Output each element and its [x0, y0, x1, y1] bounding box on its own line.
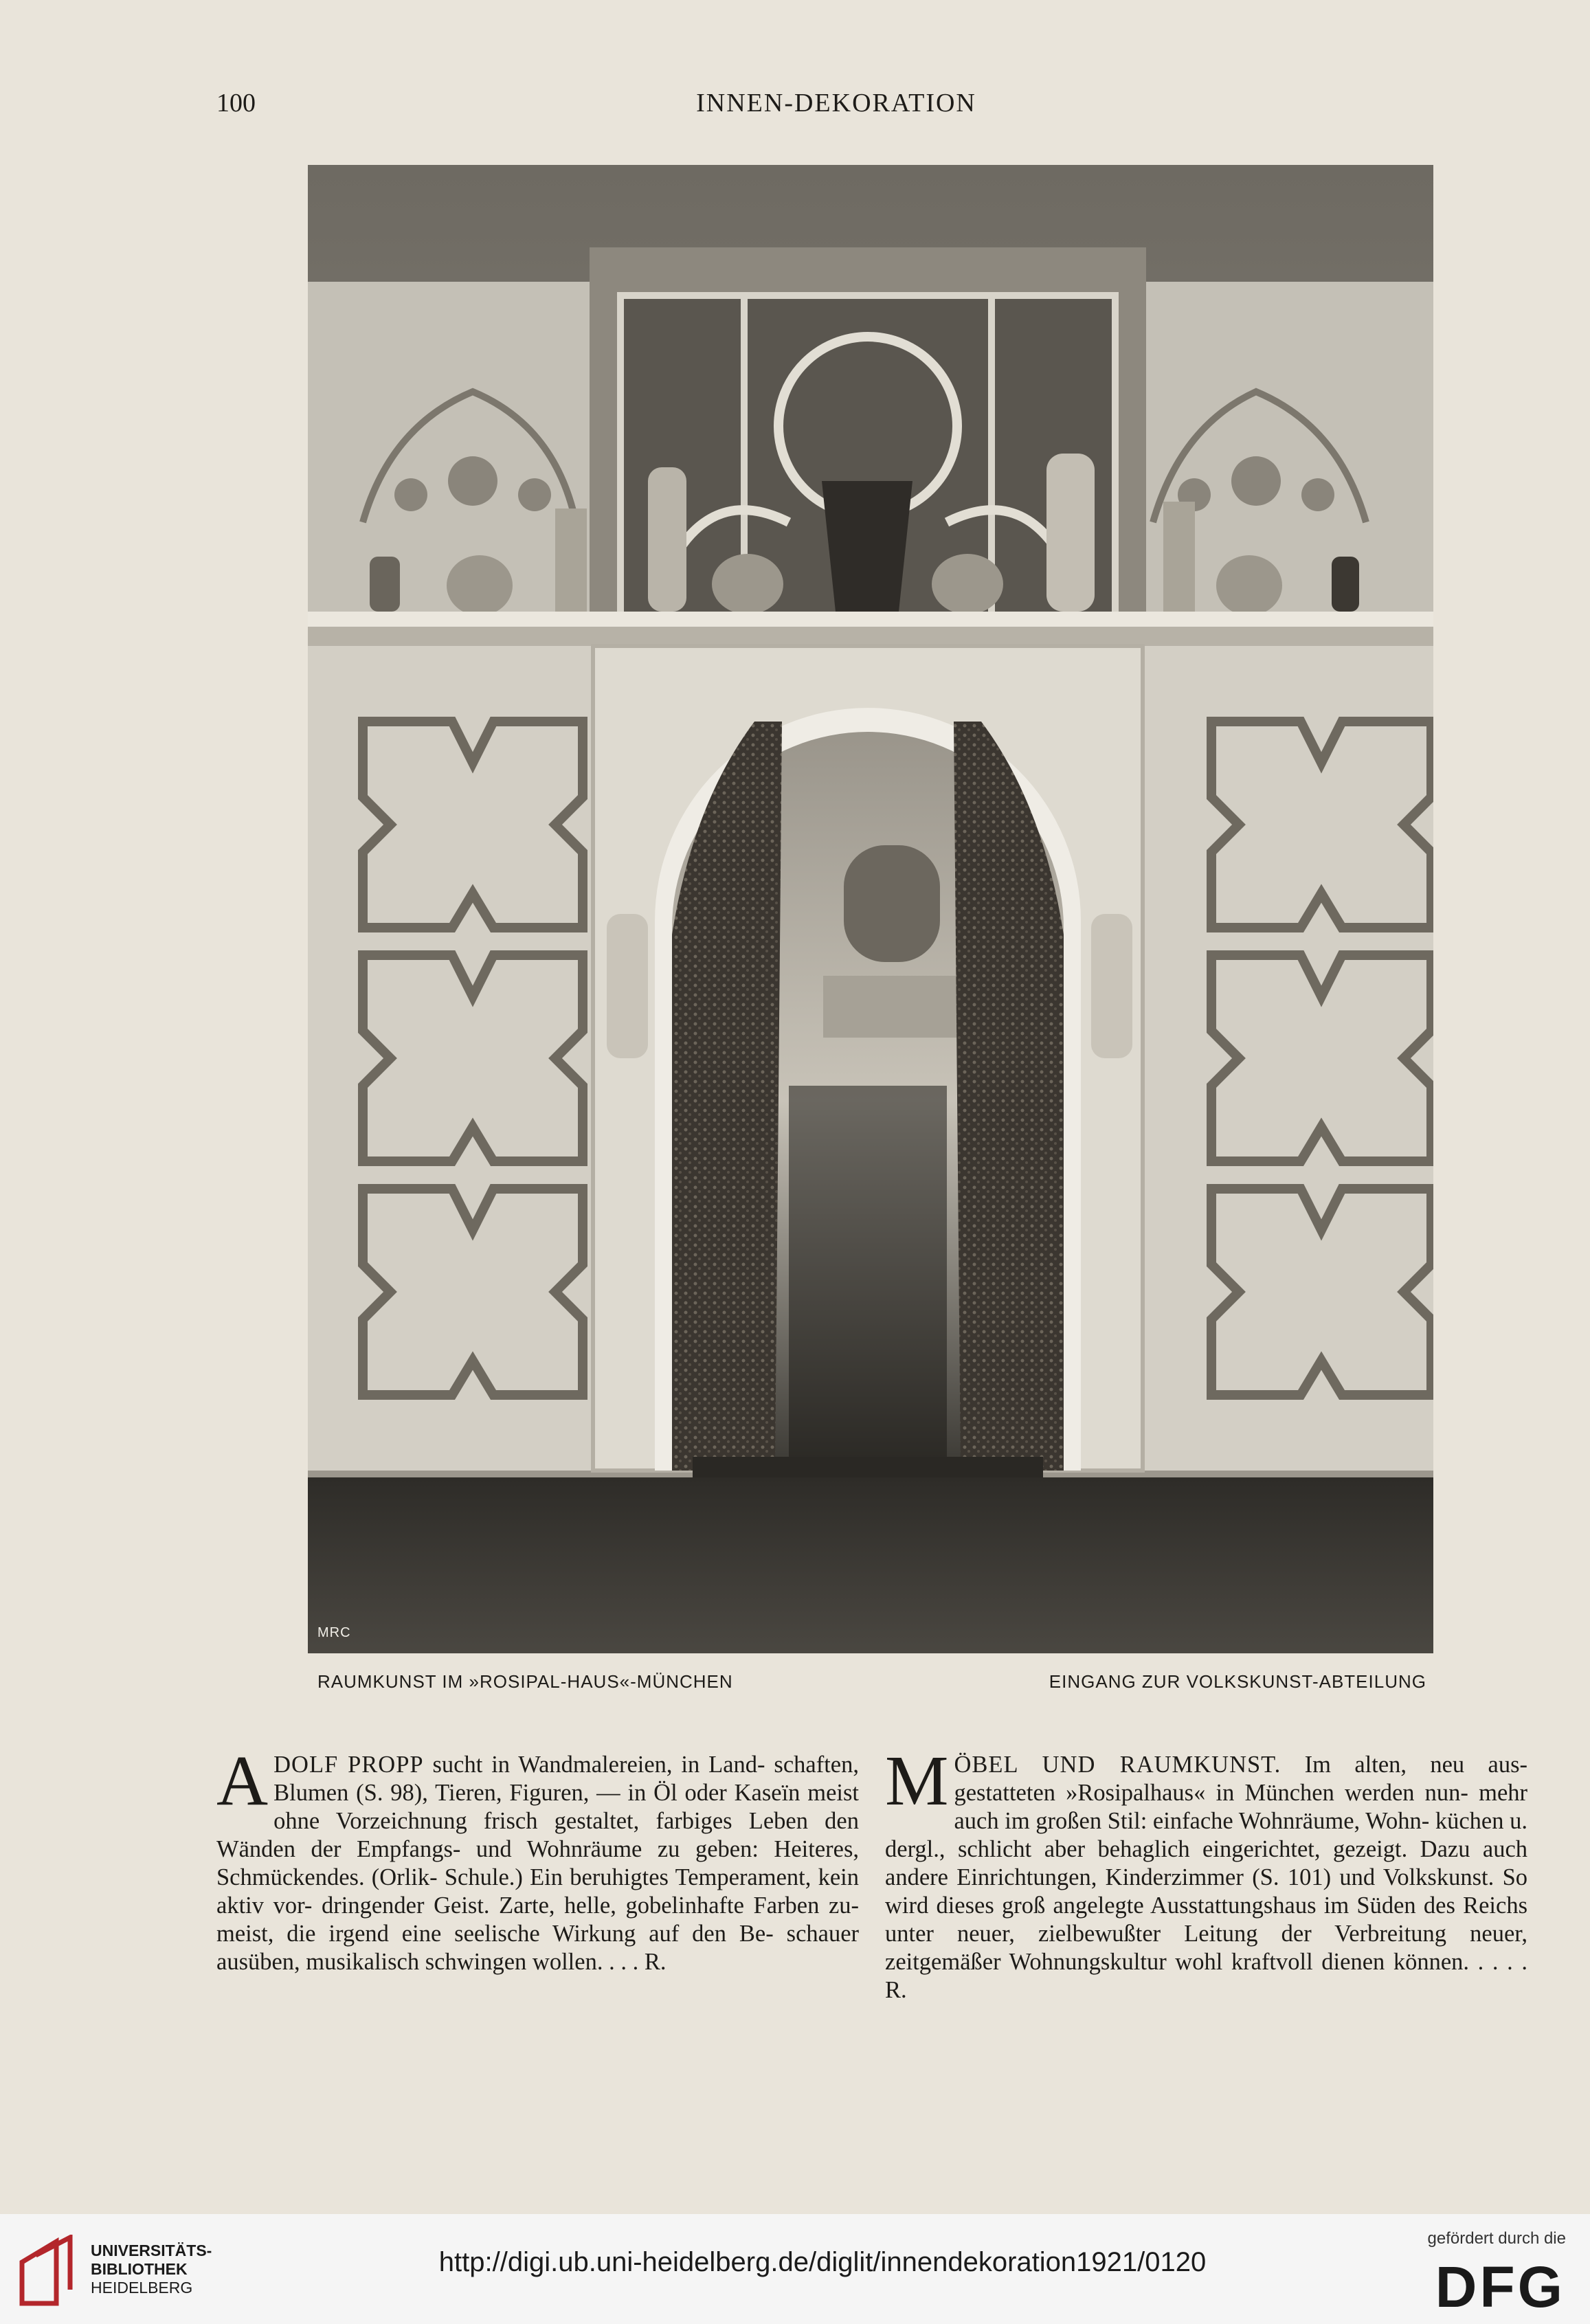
line: küchen u. dergl., schlicht aber behaglich eingerichtet, [885, 1808, 1527, 1862]
running-head: INNEN-DEKORATION [696, 89, 976, 118]
line: (S. 101) und Volkskunst. So wird dieses groß angelegte [885, 1864, 1528, 1919]
caption-right: EINGANG ZUR VOLKSKUNST-ABTEILUNG [1049, 1671, 1426, 1692]
line: Wohnungskultur wohl kraftvoll dienen können. . . . . R. [885, 1949, 1527, 2003]
paragraph [216, 1741, 860, 1976]
line: Im alten, neu aus- [1304, 1752, 1528, 1778]
line: gezeigt. Dazu auch andere Einrichtungen, Kinderzimmer [885, 1836, 1528, 1890]
line: dringender Geist. Zarte, helle, gobelinhafte Farben zu- [322, 1892, 859, 1919]
lead-in: ÖBEL UND RAUMKUNST. [954, 1752, 1281, 1778]
article-right [885, 1741, 1528, 2004]
article-left [216, 1741, 860, 1976]
line: Schule.) Ein beruhigtes Temperament, kein aktiv vor- [216, 1864, 859, 1919]
line: sucht in Wandmalereien, in Land- [432, 1752, 765, 1778]
line: zielbewußter Leitung der Verbreitung neuer, zeitgemäßer [885, 1921, 1528, 1975]
library-name-line: BIBLIOTHEK [91, 2260, 188, 2278]
line: farbiges Leben den Wänden der Empfangs- und [216, 1808, 859, 1862]
digitization-footer [0, 2214, 1590, 2324]
lead-in: DOLF PROPP [273, 1752, 424, 1778]
line: schauer ausüben, musikalisch schwingen wollen. . . . R. [216, 1921, 860, 1975]
library-name-line: UNIVERSITÄTS- [91, 2242, 212, 2259]
dfg-logo: DFG [1435, 2255, 1565, 2319]
line: mehr auch im großen Stil: einfache Wohnräume, Wohn- [954, 1780, 1527, 1834]
source-url-link[interactable]: http://digi.ub.uni-heidelberg.de/diglit/innendekoration1921/0120 [438, 2247, 1207, 2277]
caption-left: RAUMKUNST IM »ROSIPAL-HAUS«-MÜNCHEN [317, 1671, 733, 1692]
line: meist, die irgend eine seelische Wirkung auf den Be- [216, 1921, 774, 1947]
line: schaften, Blumen (S. 98), Tieren, Figuren, — in Öl [273, 1752, 859, 1806]
line: Ausstattungshaus im Süden des Reichs unter neuer, [885, 1892, 1528, 1947]
dropcap: A [216, 1741, 269, 1820]
library-name-line: HEIDELBERG [91, 2279, 193, 2297]
line: Wohnräume zu geben: Heiteres, Schmückendes. (Orlik- [216, 1836, 859, 1890]
page-number: 100 [216, 89, 256, 118]
doorway-photograph [308, 165, 1433, 1653]
photographer-monogram: MRC [317, 1625, 351, 1640]
line: gestatteten »Rosipalhaus« in München werden nun- [954, 1780, 1468, 1806]
dropcap: M [885, 1741, 949, 1820]
line: oder Kaseïn meist ohne Vorzeichnung frisch gestaltet, [273, 1780, 859, 1834]
paragraph [885, 1741, 1528, 2004]
funding-note: gefördert durch die [1427, 2229, 1566, 2248]
photo-plate [308, 165, 1433, 1653]
